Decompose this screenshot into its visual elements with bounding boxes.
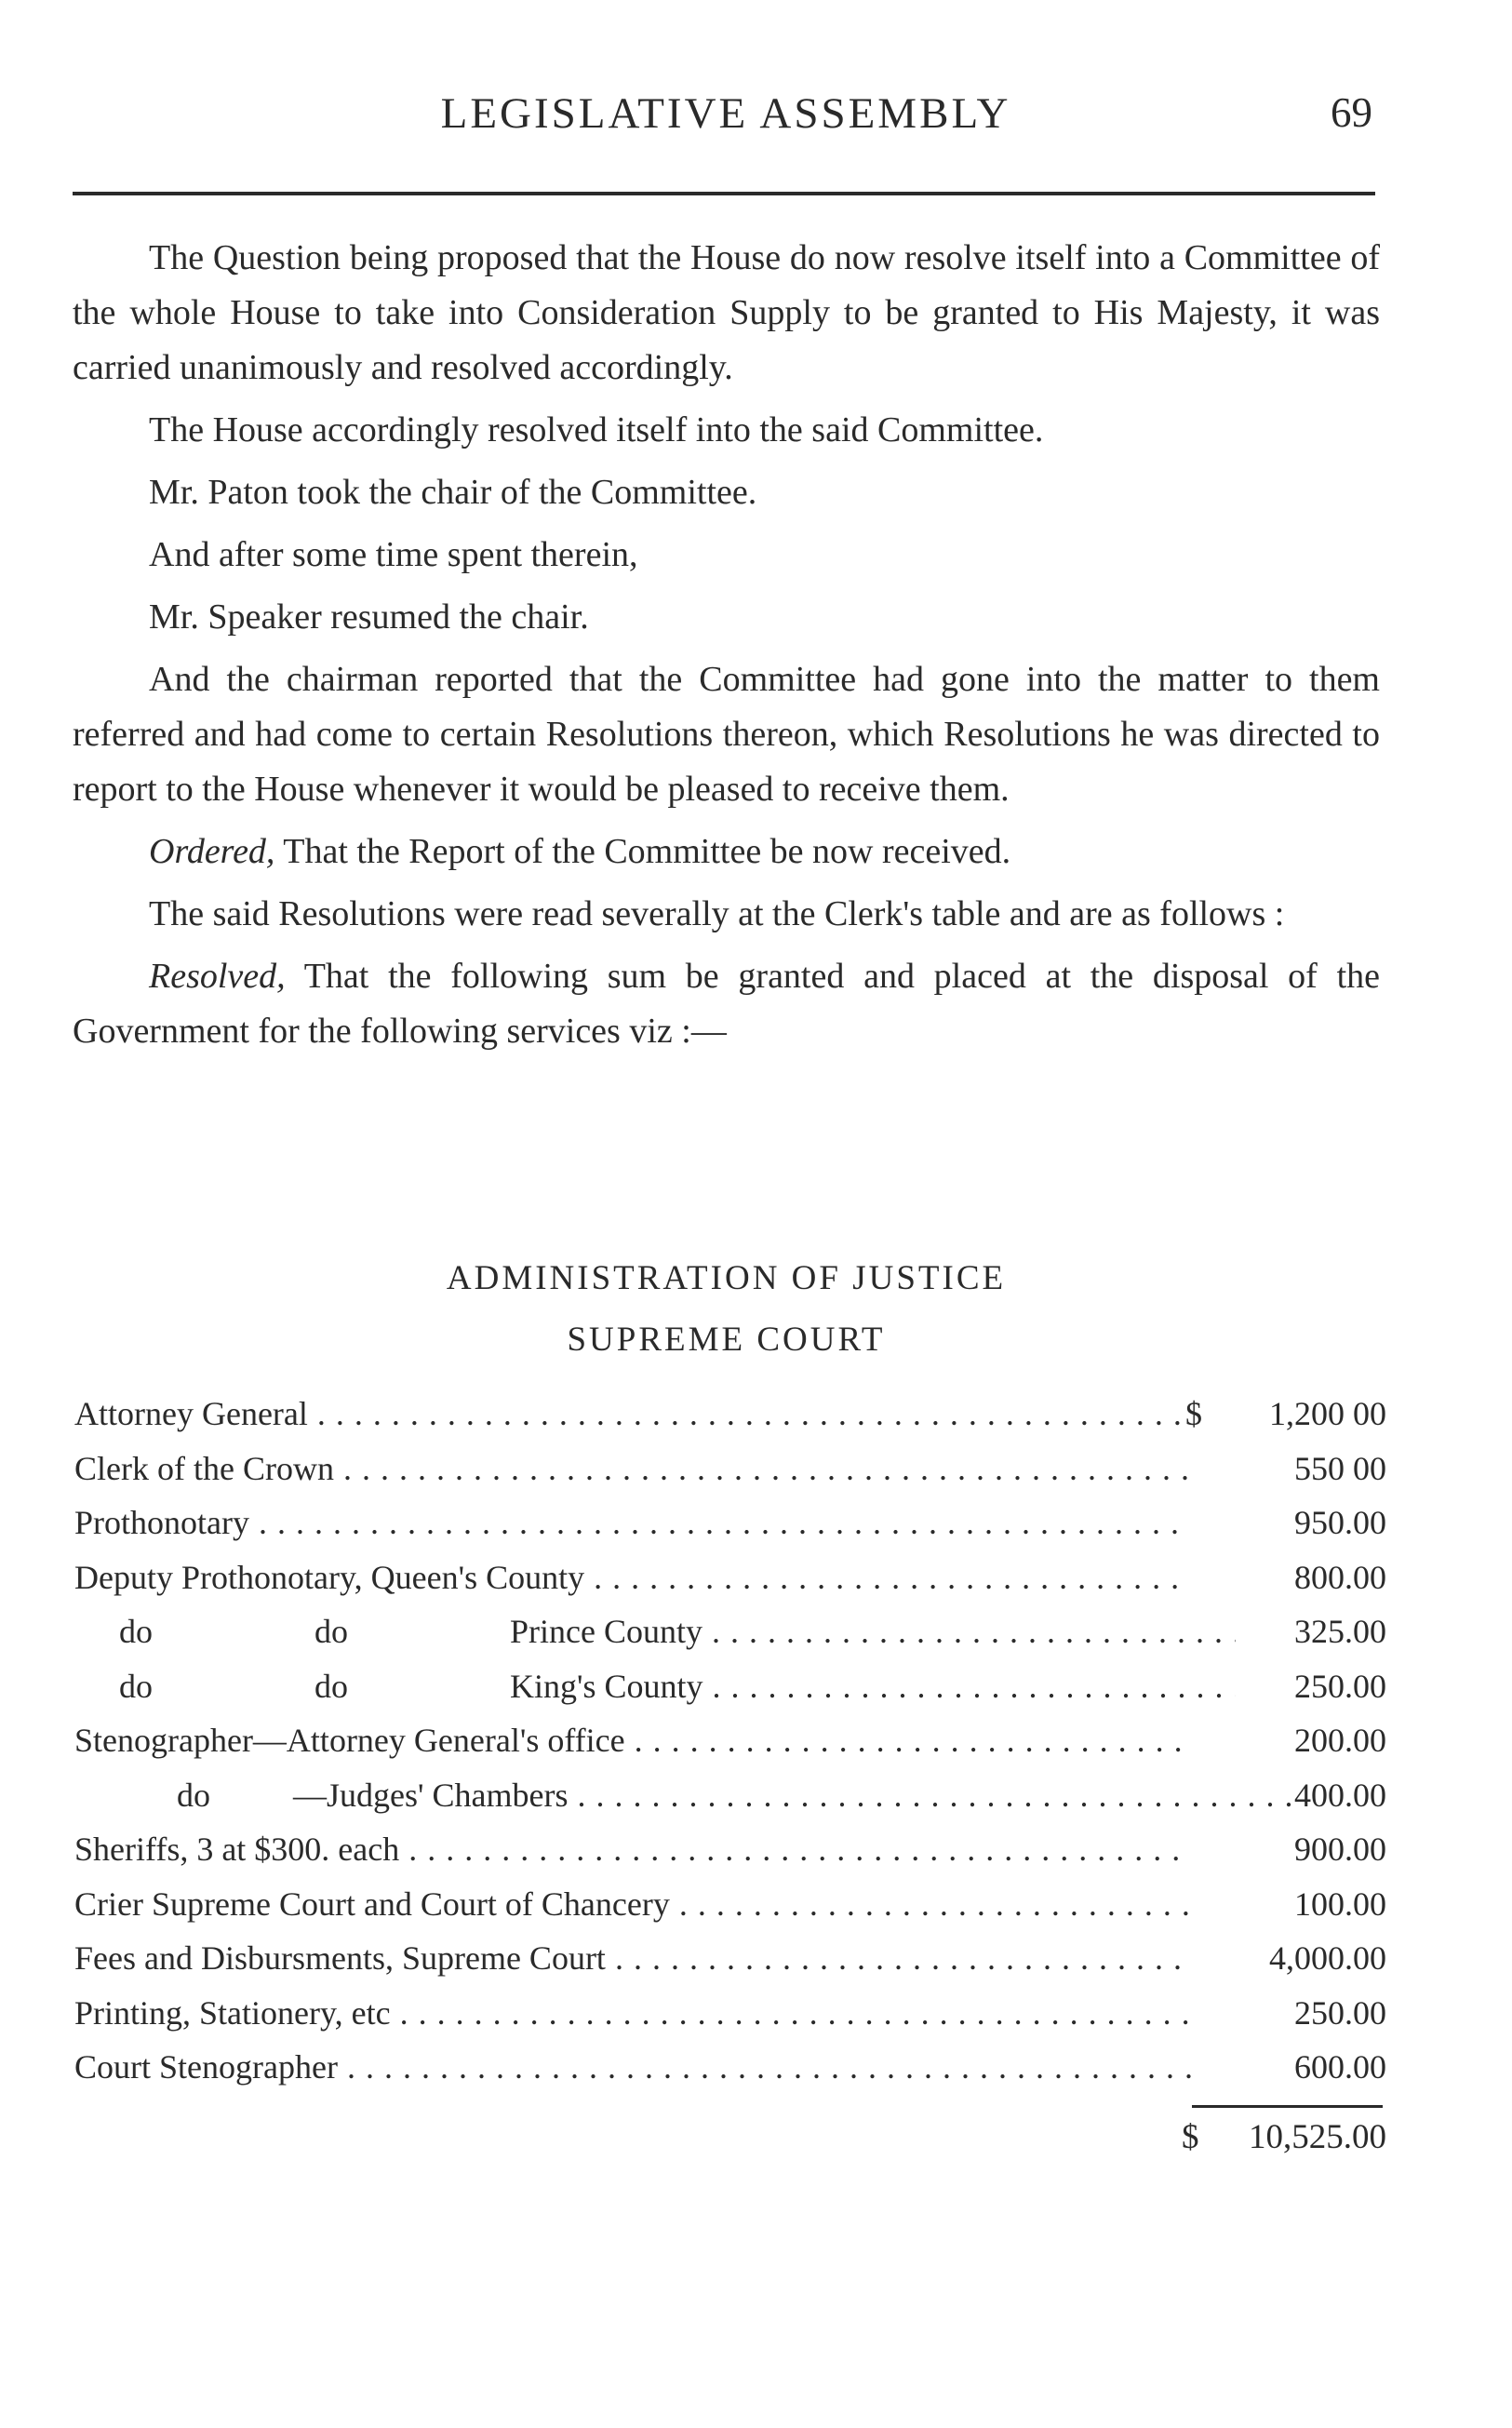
page-number: 69: [1331, 89, 1372, 136]
page-header: [74, 88, 1377, 144]
ledger-row: [74, 1877, 1386, 1932]
total-currency-symbol: $: [1182, 2118, 1199, 2156]
paragraph-speaker-resumed: Mr. Speaker resumed the chair.: [149, 597, 589, 637]
resolved-text: That the following sum be granted and placed at the disposal of the Government for the following services viz :—: [73, 957, 1380, 1051]
ledger-label: Crier Supreme Court and Court of Chancery . . .: [74, 1877, 1191, 1931]
subsection-heading: SUPREME COURT: [567, 1321, 886, 1359]
ledger-label: Clerk of the Crown . . .: [74, 1442, 1191, 1496]
ledger-label: Stenographer—Attorney General's office . . .: [74, 1713, 1191, 1767]
ditto-mark: do: [119, 1667, 153, 1705]
ledger-amount: 950.00: [1294, 1504, 1386, 1541]
ledger-label: Fees and Disbursments, Supreme Court . . .: [74, 1931, 1191, 1985]
ledger-amount: 900.00: [1294, 1831, 1386, 1868]
ledger-row: [74, 1931, 1386, 1986]
currency-symbol: $: [1180, 1387, 1223, 1441]
appropriation-ledger: [74, 1387, 1386, 2095]
ordered-label: Ordered,: [149, 832, 275, 871]
ordered-text: That the Report of the Committee be now received.: [274, 832, 1011, 871]
ledger-row: [74, 1442, 1386, 1496]
header-rule: [73, 192, 1375, 195]
ledger-amount: 4,000.00: [1269, 1939, 1386, 1977]
body-text: [73, 231, 1380, 1066]
paragraph-ordered: [73, 825, 1380, 879]
ledger-amount: 550 00: [1294, 1449, 1386, 1487]
paragraph-resolved: [73, 949, 1380, 1059]
ledger-amount: 100.00: [1294, 1885, 1386, 1923]
ledger-row: [74, 1387, 1386, 1442]
ledger-row: [74, 1604, 1386, 1659]
total-amount: 10,525.00: [1249, 2118, 1386, 2156]
section-heading: ADMINISTRATION OF JUSTICE: [446, 1259, 1007, 1297]
ledger-label: Court Stenographer . . .: [74, 2040, 1191, 2094]
ledger-row: [74, 1713, 1386, 1768]
ditto-mark: do: [177, 1776, 210, 1814]
paragraph-chairman-report: And the chairman reported that the Committee had gone into the matter to them referred and had come to certain Resolutions thereon, which Resolutions he was directed to report to the House whenever it would be pleased to receive them.: [73, 660, 1380, 809]
paragraph-resolutions-read: The said Resolutions were read severally at the Clerk's table and are as follows :: [149, 894, 1285, 933]
paragraph-chair-taken: Mr. Paton took the chair of the Committee.: [149, 473, 757, 512]
ledger-label: [119, 1659, 1236, 1713]
running-title: LEGISLATIVE ASSEMBLY: [440, 89, 1011, 138]
paragraph-time-spent: And after some time spent therein,: [149, 535, 638, 574]
ledger-row: [74, 1550, 1386, 1605]
ledger-amount: 800.00: [1294, 1558, 1386, 1596]
ledger-amount: 325.00: [1294, 1613, 1386, 1650]
total-rule: [1192, 2105, 1383, 2108]
ledger-label: Attorney General . . .: [74, 1387, 1191, 1441]
ledger-label: Printing, Stationery, etc . . .: [74, 1986, 1191, 2040]
ledger-row: [74, 2040, 1386, 2095]
ledger-label: [177, 1768, 1293, 1822]
ledger-label: Deputy Prothonotary, Queen's County . . .: [74, 1550, 1191, 1604]
ledger-label: Prothonotary . . .: [74, 1496, 1191, 1549]
ditto-mark: do: [314, 1667, 348, 1705]
ledger-row: [74, 1768, 1386, 1823]
ledger-amount: 1,200 00: [1269, 1395, 1386, 1432]
ledger-label: [119, 1604, 1236, 1658]
ledger-row: [74, 1986, 1386, 2041]
ledger-label-text: —Judges' Chambers: [293, 1776, 569, 1814]
paragraph-house-resolved: The House accordingly resolved itself into the said Committee.: [149, 410, 1044, 449]
ledger-amount: 250.00: [1294, 1667, 1386, 1705]
ditto-mark: do: [314, 1613, 348, 1650]
ledger-row: [74, 1822, 1386, 1877]
ledger-label-text: Prince County: [510, 1613, 702, 1650]
ledger-label: Sheriffs, 3 at $300. each . . .: [74, 1822, 1191, 1876]
ledger-row: [74, 1496, 1386, 1550]
paragraph-question: The Question being proposed that the House do now resolve itself into a Committee of the whole House to take into Consideration Supply to be granted to His Majesty, it was carried unanimously and resolved accordingly.: [73, 238, 1380, 387]
ledger-total: [1117, 2117, 1386, 2173]
ditto-mark: do: [119, 1613, 153, 1650]
ledger-amount: 600.00: [1294, 2048, 1386, 2086]
resolved-label: Resolved,: [149, 957, 286, 996]
ledger-amount: 400.00: [1294, 1776, 1386, 1814]
ledger-label-text: King's County: [510, 1667, 703, 1705]
ledger-amount: 250.00: [1294, 1993, 1386, 2032]
ledger-amount: 200.00: [1294, 1722, 1386, 1759]
ledger-row: [74, 1659, 1386, 1714]
